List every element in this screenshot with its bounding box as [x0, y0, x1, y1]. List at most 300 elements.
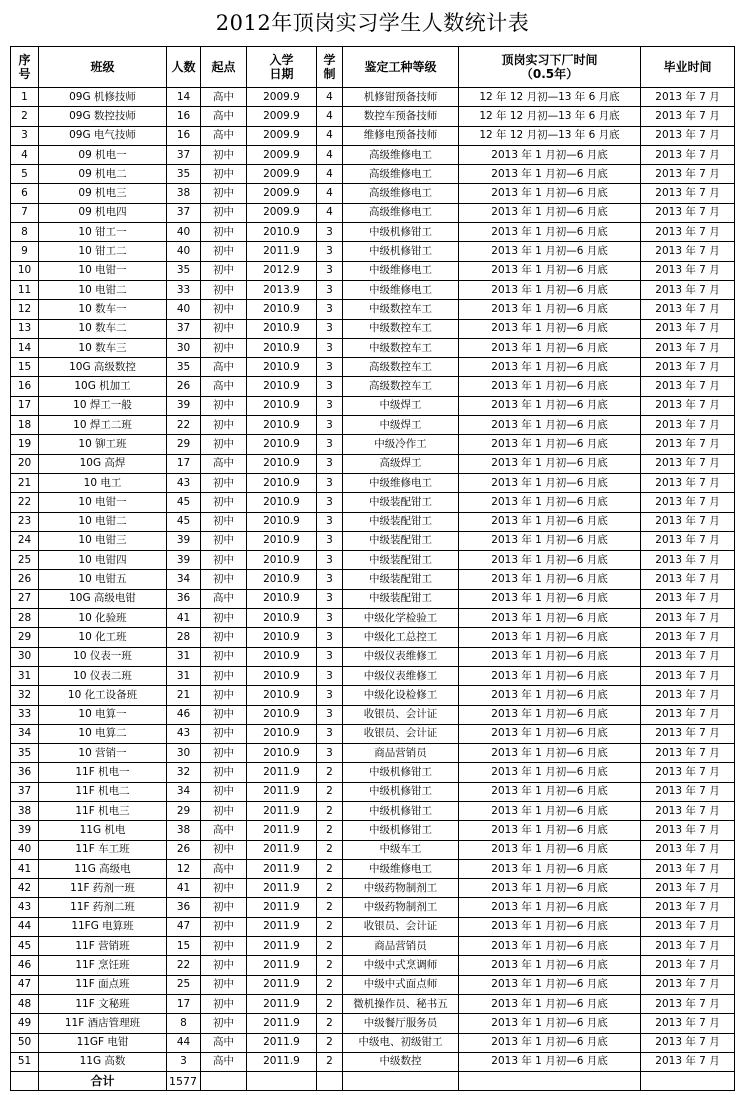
internship-period-cell: 2013 年 1 月初—6 月底 [459, 801, 641, 820]
graduation-date-cell: 2013 年 7 月 [641, 261, 735, 280]
table-row [11, 744, 735, 763]
class-name-cell: 10 电钳四 [39, 551, 167, 570]
graduation-date-cell: 2013 年 7 月 [641, 531, 735, 550]
class-name-cell: 11F 烹饪班 [39, 956, 167, 975]
program-years-cell: 4 [317, 145, 343, 164]
enroll-date-cell: 2010.9 [247, 300, 317, 319]
start-level-cell: 初中 [201, 666, 247, 685]
row-number-cell: 4 [11, 145, 39, 164]
enroll-date-cell: 2010.9 [247, 396, 317, 415]
enroll-date-cell: 2010.9 [247, 724, 317, 743]
certification-cell: 中级机修钳工 [343, 821, 459, 840]
student-count-cell: 34 [167, 782, 201, 801]
internship-period-cell: 2013 年 1 月初—6 月底 [459, 821, 641, 840]
internship-period-cell: 2013 年 1 月初—6 月底 [459, 300, 641, 319]
program-years-cell: 3 [317, 705, 343, 724]
certification-cell: 中级维修电工 [343, 859, 459, 878]
total-value: 1577 [167, 1072, 201, 1091]
class-name-cell: 11F 酒店管理班 [39, 1014, 167, 1033]
header-start: 起点 [201, 47, 247, 88]
internship-period-cell: 2013 年 1 月初—6 月底 [459, 705, 641, 724]
row-number-cell: 14 [11, 338, 39, 357]
certification-cell: 中级机修钳工 [343, 801, 459, 820]
start-level-cell: 初中 [201, 705, 247, 724]
start-level-cell: 初中 [201, 473, 247, 492]
graduation-date-cell: 2013 年 7 月 [641, 589, 735, 608]
student-count-cell: 26 [167, 840, 201, 859]
row-number-cell: 45 [11, 937, 39, 956]
row-number-cell: 3 [11, 126, 39, 145]
certification-cell: 中级机修钳工 [343, 763, 459, 782]
program-years-cell: 2 [317, 1052, 343, 1071]
start-level-cell: 高中 [201, 454, 247, 473]
certification-cell: 高级数控车工 [343, 377, 459, 396]
start-level-cell: 初中 [201, 319, 247, 338]
class-name-cell: 10 电钳三 [39, 531, 167, 550]
class-name-cell: 09G 电气技师 [39, 126, 167, 145]
class-name-cell: 10G 高焊 [39, 454, 167, 473]
enroll-date-cell: 2011.9 [247, 1033, 317, 1052]
start-level-cell: 初中 [201, 937, 247, 956]
class-name-cell: 10G 高级数控 [39, 358, 167, 377]
internship-period-cell: 2013 年 1 月初—6 月底 [459, 763, 641, 782]
internship-period-cell: 2013 年 1 月初—6 月底 [459, 570, 641, 589]
certification-cell: 中级装配钳工 [343, 531, 459, 550]
student-count-table [10, 46, 735, 1091]
start-level-cell: 初中 [201, 628, 247, 647]
row-number-cell: 32 [11, 686, 39, 705]
student-count-cell: 31 [167, 666, 201, 685]
table-row [11, 609, 735, 628]
start-level-cell: 初中 [201, 512, 247, 531]
row-number-cell: 5 [11, 165, 39, 184]
enroll-date-cell: 2011.9 [247, 937, 317, 956]
start-level-cell: 高中 [201, 126, 247, 145]
start-level-cell: 初中 [201, 223, 247, 242]
table-row [11, 801, 735, 820]
enroll-date-cell: 2011.9 [247, 242, 317, 261]
class-name-cell: 10 化工设备班 [39, 686, 167, 705]
internship-period-cell: 2013 年 1 月初—6 月底 [459, 531, 641, 550]
program-years-cell: 2 [317, 956, 343, 975]
total-row [11, 1072, 735, 1091]
row-number-cell: 25 [11, 551, 39, 570]
start-level-cell: 初中 [201, 879, 247, 898]
start-level-cell: 初中 [201, 840, 247, 859]
enroll-date-cell: 2010.9 [247, 628, 317, 647]
program-years-cell: 4 [317, 184, 343, 203]
start-level-cell: 初中 [201, 184, 247, 203]
program-years-cell: 3 [317, 589, 343, 608]
total-cell-empty [343, 1072, 459, 1091]
graduation-date-cell: 2013 年 7 月 [641, 628, 735, 647]
program-years-cell: 2 [317, 1014, 343, 1033]
row-number-cell: 47 [11, 975, 39, 994]
row-number-cell: 38 [11, 801, 39, 820]
internship-period-cell: 2013 年 1 月初—6 月底 [459, 319, 641, 338]
program-years-cell: 3 [317, 686, 343, 705]
internship-period-cell: 2013 年 1 月初—6 月底 [459, 396, 641, 415]
program-years-cell: 2 [317, 937, 343, 956]
internship-period-cell: 2013 年 1 月初—6 月底 [459, 338, 641, 357]
table-row [11, 1052, 735, 1071]
table-row [11, 763, 735, 782]
program-years-cell: 3 [317, 223, 343, 242]
row-number-cell: 49 [11, 1014, 39, 1033]
graduation-date-cell: 2013 年 7 月 [641, 280, 735, 299]
enroll-date-cell: 2011.9 [247, 917, 317, 936]
student-count-cell: 41 [167, 609, 201, 628]
table-row [11, 589, 735, 608]
total-cell-empty [641, 1072, 735, 1091]
class-name-cell: 10 电钳一 [39, 261, 167, 280]
class-name-cell: 09G 机修技师 [39, 88, 167, 107]
enroll-date-cell: 2010.9 [247, 744, 317, 763]
internship-period-cell: 2013 年 1 月初—6 月底 [459, 898, 641, 917]
certification-cell: 维修电预备技师 [343, 126, 459, 145]
graduation-date-cell: 2013 年 7 月 [641, 338, 735, 357]
table-row [11, 165, 735, 184]
start-level-cell: 初中 [201, 261, 247, 280]
row-number-cell: 42 [11, 879, 39, 898]
graduation-date-cell: 2013 年 7 月 [641, 724, 735, 743]
program-years-cell: 3 [317, 609, 343, 628]
program-years-cell: 3 [317, 628, 343, 647]
student-count-cell: 43 [167, 724, 201, 743]
class-name-cell: 11F 文秘班 [39, 994, 167, 1013]
certification-cell: 中级维修电工 [343, 473, 459, 492]
graduation-date-cell: 2013 年 7 月 [641, 686, 735, 705]
internship-period-cell: 2013 年 1 月初—6 月底 [459, 840, 641, 859]
table-row [11, 88, 735, 107]
program-years-cell: 2 [317, 917, 343, 936]
internship-period-cell: 2013 年 1 月初—6 月底 [459, 859, 641, 878]
class-name-cell: 10 数车三 [39, 338, 167, 357]
internship-period-cell: 2013 年 1 月初—6 月底 [459, 473, 641, 492]
enroll-date-cell: 2011.9 [247, 994, 317, 1013]
program-years-cell: 2 [317, 994, 343, 1013]
certification-cell: 高级维修电工 [343, 165, 459, 184]
graduation-date-cell: 2013 年 7 月 [641, 666, 735, 685]
class-name-cell: 10 电钳二 [39, 512, 167, 531]
enroll-date-cell: 2011.9 [247, 782, 317, 801]
certification-cell: 微机操作员、秘书五 [343, 994, 459, 1013]
enroll-date-cell: 2009.9 [247, 88, 317, 107]
table-row [11, 531, 735, 550]
enroll-date-cell: 2010.9 [247, 531, 317, 550]
graduation-date-cell: 2013 年 7 月 [641, 763, 735, 782]
student-count-cell: 39 [167, 396, 201, 415]
graduation-date-cell: 2013 年 7 月 [641, 994, 735, 1013]
table-row [11, 724, 735, 743]
graduation-date-cell: 2013 年 7 月 [641, 705, 735, 724]
class-name-cell: 11F 机电一 [39, 763, 167, 782]
header-count: 人数 [167, 47, 201, 88]
program-years-cell: 3 [317, 280, 343, 299]
certification-cell: 中级化工总控工 [343, 628, 459, 647]
table-row [11, 956, 735, 975]
internship-period-cell: 2013 年 1 月初—6 月底 [459, 975, 641, 994]
class-name-cell: 11F 机电三 [39, 801, 167, 820]
student-count-cell: 29 [167, 801, 201, 820]
class-name-cell: 11F 营销班 [39, 937, 167, 956]
start-level-cell: 初中 [201, 435, 247, 454]
internship-period-cell: 2013 年 1 月初—6 月底 [459, 782, 641, 801]
class-name-cell: 11G 高数 [39, 1052, 167, 1071]
start-level-cell: 高中 [201, 1033, 247, 1052]
certification-cell: 中级维修电工 [343, 280, 459, 299]
program-years-cell: 3 [317, 416, 343, 435]
class-name-cell: 11GF 电钳 [39, 1033, 167, 1052]
table-row [11, 416, 735, 435]
student-count-cell: 8 [167, 1014, 201, 1033]
row-number-cell: 34 [11, 724, 39, 743]
student-count-cell: 39 [167, 551, 201, 570]
table-header-row [11, 47, 735, 88]
internship-period-cell: 2013 年 1 月初—6 月底 [459, 261, 641, 280]
graduation-date-cell: 2013 年 7 月 [641, 416, 735, 435]
certification-cell: 高级数控车工 [343, 358, 459, 377]
table-row [11, 1033, 735, 1052]
start-level-cell: 初中 [201, 416, 247, 435]
program-years-cell: 3 [317, 666, 343, 685]
row-number-cell: 16 [11, 377, 39, 396]
row-number-cell: 40 [11, 840, 39, 859]
enroll-date-cell: 2011.9 [247, 821, 317, 840]
start-level-cell: 初中 [201, 203, 247, 222]
row-number-cell: 10 [11, 261, 39, 280]
internship-period-cell: 2013 年 1 月初—6 月底 [459, 493, 641, 512]
enroll-date-cell: 2009.9 [247, 145, 317, 164]
enroll-date-cell: 2010.9 [247, 609, 317, 628]
table-row [11, 223, 735, 242]
certification-cell: 中级维修电工 [343, 261, 459, 280]
class-name-cell: 10 电钳一 [39, 493, 167, 512]
certification-cell: 中级药物制剂工 [343, 879, 459, 898]
student-count-cell: 40 [167, 223, 201, 242]
row-number-cell: 29 [11, 628, 39, 647]
row-number-cell: 48 [11, 994, 39, 1013]
enroll-date-cell: 2010.9 [247, 416, 317, 435]
class-name-cell: 11F 药剂二班 [39, 898, 167, 917]
internship-period-cell: 2013 年 1 月初—6 月底 [459, 956, 641, 975]
row-number-cell: 41 [11, 859, 39, 878]
class-name-cell: 10 数车二 [39, 319, 167, 338]
certification-cell: 中级中式面点师 [343, 975, 459, 994]
internship-period-cell: 2013 年 1 月初—6 月底 [459, 666, 641, 685]
student-count-cell: 37 [167, 319, 201, 338]
enroll-date-cell: 2010.9 [247, 686, 317, 705]
start-level-cell: 初中 [201, 570, 247, 589]
start-level-cell: 初中 [201, 396, 247, 415]
class-name-cell: 10 钳工二 [39, 242, 167, 261]
student-count-cell: 34 [167, 570, 201, 589]
class-name-cell: 10 营销一 [39, 744, 167, 763]
start-level-cell: 高中 [201, 859, 247, 878]
graduation-date-cell: 2013 年 7 月 [641, 1033, 735, 1052]
row-number-cell: 26 [11, 570, 39, 589]
header-grad-time: 毕业时间 [641, 47, 735, 88]
graduation-date-cell: 2013 年 7 月 [641, 975, 735, 994]
student-count-cell: 25 [167, 975, 201, 994]
program-years-cell: 2 [317, 763, 343, 782]
program-years-cell: 3 [317, 473, 343, 492]
table-row [11, 975, 735, 994]
internship-period-cell: 2013 年 1 月初—6 月底 [459, 416, 641, 435]
row-number-cell: 12 [11, 300, 39, 319]
student-count-cell: 41 [167, 879, 201, 898]
start-level-cell: 初中 [201, 724, 247, 743]
enroll-date-cell: 2010.9 [247, 319, 317, 338]
program-years-cell: 3 [317, 435, 343, 454]
table-row [11, 396, 735, 415]
enroll-date-cell: 2009.9 [247, 184, 317, 203]
class-name-cell: 11G 机电 [39, 821, 167, 840]
internship-period-cell: 2013 年 1 月初—6 月底 [459, 647, 641, 666]
enroll-date-cell: 2010.9 [247, 647, 317, 666]
program-years-cell: 4 [317, 203, 343, 222]
graduation-date-cell: 2013 年 7 月 [641, 1052, 735, 1071]
start-level-cell: 高中 [201, 88, 247, 107]
class-name-cell: 10G 高级电钳 [39, 589, 167, 608]
total-cell-empty [247, 1072, 317, 1091]
header-years: 学 制 [317, 47, 343, 88]
start-level-cell: 初中 [201, 763, 247, 782]
graduation-date-cell: 2013 年 7 月 [641, 203, 735, 222]
row-number-cell: 44 [11, 917, 39, 936]
table-row [11, 1014, 735, 1033]
table-row [11, 435, 735, 454]
student-count-cell: 45 [167, 512, 201, 531]
student-count-cell: 33 [167, 280, 201, 299]
row-number-cell: 9 [11, 242, 39, 261]
student-count-cell: 39 [167, 531, 201, 550]
program-years-cell: 2 [317, 898, 343, 917]
certification-cell: 中级冷作工 [343, 435, 459, 454]
class-name-cell: 09G 数控技师 [39, 107, 167, 126]
graduation-date-cell: 2013 年 7 月 [641, 917, 735, 936]
graduation-date-cell: 2013 年 7 月 [641, 223, 735, 242]
certification-cell: 中级化学检验工 [343, 609, 459, 628]
program-years-cell: 2 [317, 801, 343, 820]
graduation-date-cell: 2013 年 7 月 [641, 879, 735, 898]
internship-period-cell: 2013 年 1 月初—6 月底 [459, 223, 641, 242]
student-count-cell: 37 [167, 203, 201, 222]
internship-period-cell: 2013 年 1 月初—6 月底 [459, 724, 641, 743]
row-number-cell: 31 [11, 666, 39, 685]
table-row [11, 782, 735, 801]
enroll-date-cell: 2012.9 [247, 261, 317, 280]
program-years-cell: 3 [317, 744, 343, 763]
table-row [11, 879, 735, 898]
student-count-cell: 12 [167, 859, 201, 878]
table-row [11, 628, 735, 647]
program-years-cell: 3 [317, 338, 343, 357]
certification-cell: 中级电、初级钳工 [343, 1033, 459, 1052]
student-count-cell: 17 [167, 994, 201, 1013]
student-count-cell: 45 [167, 493, 201, 512]
header-cert: 鉴定工种等级 [343, 47, 459, 88]
class-name-cell: 09 机电一 [39, 145, 167, 164]
enroll-date-cell: 2010.9 [247, 589, 317, 608]
class-name-cell: 10 电钳二 [39, 280, 167, 299]
program-years-cell: 3 [317, 261, 343, 280]
program-years-cell: 2 [317, 975, 343, 994]
student-count-cell: 15 [167, 937, 201, 956]
internship-period-cell: 2013 年 1 月初—6 月底 [459, 917, 641, 936]
student-count-cell: 16 [167, 107, 201, 126]
class-name-cell: 11F 药剂一班 [39, 879, 167, 898]
internship-period-cell: 2013 年 1 月初—6 月底 [459, 280, 641, 299]
class-name-cell: 09 机电二 [39, 165, 167, 184]
table-row [11, 454, 735, 473]
certification-cell: 中级药物制剂工 [343, 898, 459, 917]
row-number-cell: 33 [11, 705, 39, 724]
table-row [11, 937, 735, 956]
internship-period-cell: 2013 年 1 月初—6 月底 [459, 589, 641, 608]
graduation-date-cell: 2013 年 7 月 [641, 165, 735, 184]
class-name-cell: 10 电算一 [39, 705, 167, 724]
row-number-cell: 35 [11, 744, 39, 763]
enroll-date-cell: 2011.9 [247, 975, 317, 994]
row-number-cell: 1 [11, 88, 39, 107]
table-row [11, 319, 735, 338]
table-row [11, 145, 735, 164]
start-level-cell: 高中 [201, 358, 247, 377]
table-row [11, 358, 735, 377]
class-name-cell: 10 钳工一 [39, 223, 167, 242]
table-body [11, 88, 735, 1072]
start-level-cell: 初中 [201, 686, 247, 705]
graduation-date-cell: 2013 年 7 月 [641, 126, 735, 145]
certification-cell: 高级焊工 [343, 454, 459, 473]
table-row [11, 570, 735, 589]
start-level-cell: 初中 [201, 493, 247, 512]
student-count-cell: 37 [167, 145, 201, 164]
graduation-date-cell: 2013 年 7 月 [641, 242, 735, 261]
program-years-cell: 2 [317, 1033, 343, 1052]
enroll-date-cell: 2011.9 [247, 840, 317, 859]
internship-period-cell: 2013 年 1 月初—6 月底 [459, 377, 641, 396]
enroll-date-cell: 2011.9 [247, 898, 317, 917]
student-count-cell: 3 [167, 1052, 201, 1071]
student-count-cell: 29 [167, 435, 201, 454]
row-number-cell: 11 [11, 280, 39, 299]
table-row [11, 377, 735, 396]
enroll-date-cell: 2011.9 [247, 859, 317, 878]
row-number-cell: 6 [11, 184, 39, 203]
table-row [11, 994, 735, 1013]
start-level-cell: 初中 [201, 782, 247, 801]
certification-cell: 数控车预备技师 [343, 107, 459, 126]
certification-cell: 中级装配钳工 [343, 589, 459, 608]
internship-period-cell: 2013 年 1 月初—6 月底 [459, 1033, 641, 1052]
row-number-cell: 50 [11, 1033, 39, 1052]
table-row [11, 338, 735, 357]
program-years-cell: 2 [317, 879, 343, 898]
student-count-cell: 35 [167, 261, 201, 280]
graduation-date-cell: 2013 年 7 月 [641, 454, 735, 473]
graduation-date-cell: 2013 年 7 月 [641, 493, 735, 512]
header-class: 班级 [39, 47, 167, 88]
table-row [11, 261, 735, 280]
row-number-cell: 43 [11, 898, 39, 917]
graduation-date-cell: 2013 年 7 月 [641, 300, 735, 319]
certification-cell: 高级维修电工 [343, 145, 459, 164]
graduation-date-cell: 2013 年 7 月 [641, 744, 735, 763]
internship-period-cell: 2013 年 1 月初—6 月底 [459, 358, 641, 377]
program-years-cell: 4 [317, 107, 343, 126]
